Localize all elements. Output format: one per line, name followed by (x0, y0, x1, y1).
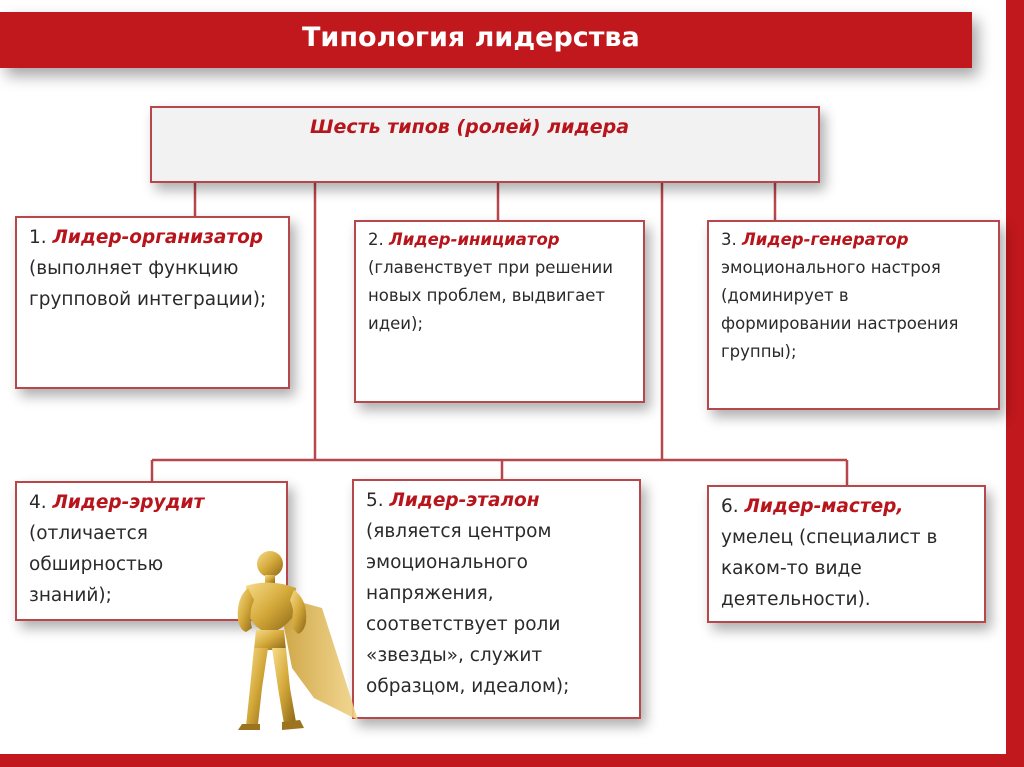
type-box-6 (707, 485, 986, 623)
type-name: Лидер-инициатор (389, 230, 560, 249)
type-name: Лидер-генератор (742, 230, 909, 249)
type-number: 2. (368, 230, 389, 249)
type-name: Лидер-эрудит (52, 492, 205, 513)
type-description: эмоционального настроя (доминирует в формировании настроения группы); (721, 258, 959, 361)
slide-title: Типология лидерства (302, 22, 640, 53)
root-box (150, 106, 820, 183)
root-label: Шесть типов (ролей) лидера (310, 116, 630, 138)
type-number: 5. (366, 490, 390, 511)
type-number: 4. (29, 492, 53, 513)
type-box-3 (707, 220, 1000, 410)
type-number: 3. (721, 230, 742, 249)
type-number: 6. (721, 496, 745, 517)
type-box-5 (352, 479, 641, 719)
type-box-2 (354, 220, 645, 403)
type-name: Лидер-эталон (389, 490, 540, 511)
type-description: (отличается обширностью знаний); (29, 523, 164, 606)
type-number: 1. (29, 227, 53, 248)
type-name: Лидер-мастер, (744, 496, 904, 517)
type-description: (является центром эмоционального напряжения, соответствует роли «звезды», служит образцом, идеалом); (366, 521, 570, 697)
type-description: умелец (специалист в каком-то виде деятельности). (721, 527, 938, 610)
type-name: Лидер-организатор (52, 227, 264, 248)
type-description: (выполняет функцию групповой интеграции); (29, 258, 267, 310)
golden-superhero-figure-icon (222, 548, 362, 734)
type-box-1 (15, 216, 290, 389)
type-description: (главенствует при решении новых проблем, выдвигает идеи); (368, 258, 613, 333)
